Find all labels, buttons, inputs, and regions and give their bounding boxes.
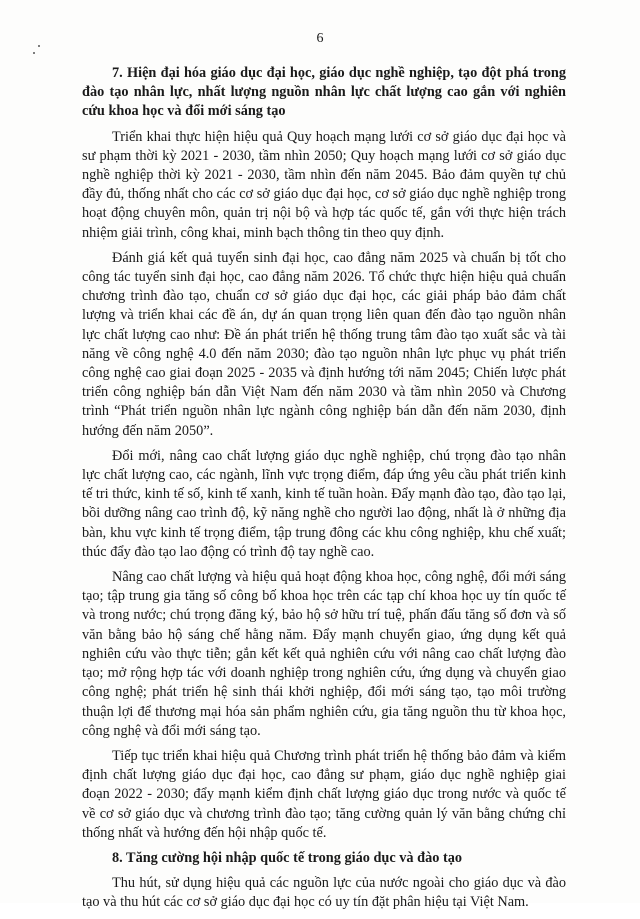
- paragraph: Đánh giá kết quả tuyển sinh đại học, cao đẳng năm 2025 và chuẩn bị tốt cho công tác tuyển sinh đại học, cao đẳng năm 2026. Tổ chức thực hiện hiệu quả chuẩn chương trình đào tạo, chuẩn cơ sở giáo dục đại học, các giải pháp bảo đảm chất lượng và triển khai các đề án, dự án quan trọng liên quan đến đào tạo nguồn nhân lực chất lượng cao như: Đề án phát triển hệ thống trung tâm đào tạo xuất sắc và tài năng về công nghệ 4.0 đến năm 2030; đào tạo nguồn nhân lực phục vụ phát triển công nghệ cao giai đoạn 2025 - 2035 và định hướng tới năm 2045; Chiến lược phát triển công nghiệp bán dẫn Việt Nam đến năm 2030 và tầm nhìn 2050 và Chương trình “Phát triển nguồn nhân lực ngành công nghiệp bán dẫn đến năm 2030, định hướng đến năm 2050”.: [82, 249, 566, 439]
- section-8-heading: 8. Tăng cường hội nhập quốc tế trong giáo dục và đào tạo: [112, 849, 463, 866]
- scan-speck: [33, 52, 35, 54]
- section-7: [82, 64, 566, 843]
- paragraph: Tiếp tục triển khai hiệu quả Chương trình phát triển hệ thống bảo đảm và kiểm định chất lượng giáo dục đại học, cao đẳng sư phạm, giáo dục nghề nghiệp giai đoạn 2022 - 2030; đẩy mạnh kiểm định chất lượng giáo dục trong nước và quốc tế về cơ sở giáo dục và chương trình đào tạo; tăng cường quản lý văn bằng chứng chỉ thống nhất và hướng đến hội nhập quốc tế.: [82, 747, 566, 841]
- paragraph: Đổi mới, nâng cao chất lượng giáo dục nghề nghiệp, chú trọng đào tạo nhân lực chất lượng cao, các ngành, lĩnh vực trọng điểm, đáp ứng yêu cầu phát triển kinh tế tri thức, kinh tế số, kinh tế xanh, kinh tế tuần hoàn. Đẩy mạnh đào tạo, đào tạo lại, bồi dưỡng nâng cao trình độ, kỹ năng nghề cho người lao động, nhất là ở những địa bàn, khu vực kinh tế trọng điểm, tập trung đông các khu công nghiệp, khu chế xuất; thúc đẩy đào tạo lao động có trình độ tay nghề cao.: [82, 447, 566, 560]
- paragraph: Thu hút, sử dụng hiệu quả các nguồn lực của nước ngoài cho giáo dục và đào tạo và thu hút các cơ sở giáo dục đại học có uy tín đặt phân hiệu tại Việt Nam.: [82, 875, 566, 911]
- section-7-heading: 7. Hiện đại hóa giáo dục đại học, giáo dục nghề nghiệp, tạo đột phá trong đào tạo nhân lực, nhất lượng nguồn nhân lực chất lượng cao gắn với nghiên cứu khoa học và đổi mới sáng tạo: [82, 65, 566, 120]
- paragraph: Triển khai thực hiện hiệu quả Quy hoạch mạng lưới cơ sở giáo dục đại học và sư phạm thời kỳ 2021 - 2030, tầm nhìn 2050; Quy hoạch mạng lưới cơ sở giáo dục nghề nghiệp thời kỳ 2021 - 2030, tầm nhìn đến năm 2045. Bảo đảm quyền tự chủ đầy đủ, thống nhất cho các cơ sở giáo dục đại học, cơ sở giáo dục nghề nghiệp trong hoạt động chuyên môn, quản trị nội bộ và hợp tác quốc tế, gắn với thực hiện trách nhiệm giải trình, công khai, minh bạch thông tin theo quy định.: [82, 128, 566, 241]
- page-number: 6: [316, 31, 324, 46]
- document-body: [82, 64, 566, 919]
- paragraph: Nâng cao chất lượng và hiệu quả hoạt động khoa học, công nghệ, đổi mới sáng tạo; tập trung gia tăng số công bố khoa học trên các tạp chí khoa học uy tín quốc tế và trong nước; chú trọng đăng ký, bảo hộ sở hữu trí tuệ, phấn đấu tăng số đơn và số văn bằng bảo hộ sáng chế hằng năm. Đẩy mạnh chuyển giao, ứng dụng kết quả nghiên cứu vào thực tiễn; gắn kết kết quả nghiên cứu với nâng cao chất lượng đào tạo; mở rộng hợp tác với doanh nghiệp trong nghiên cứu, ứng dụng và chuyển giao công nghệ; phát triển hệ sinh thái khởi nghiệp, đổi mới sáng tạo, tạo môi trường thuận lợi để thương mại hóa sản phẩm nghiên cứu, gia tăng nguồn thu từ khoa học, công nghệ và đổi mới sáng tạo.: [82, 569, 566, 739]
